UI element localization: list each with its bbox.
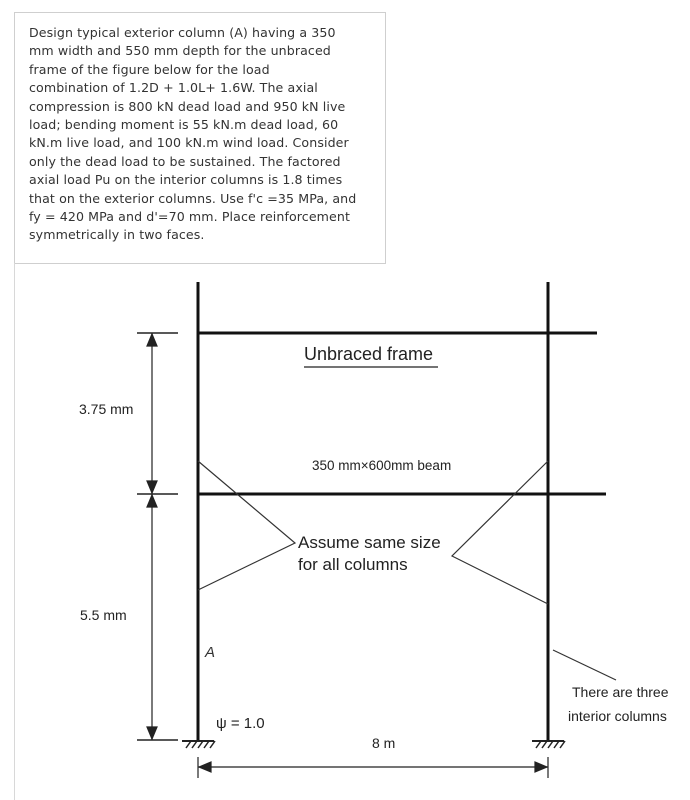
interior-note-line-2: interior columns: [568, 708, 667, 724]
fixed-support-right: [532, 741, 565, 748]
problem-line: fy = 420 MPa and d'=70 mm. Place reinforcement: [29, 209, 351, 225]
problem-line: load; bending moment is 55 kN.m dead load, 60: [29, 117, 339, 133]
arrowhead: [147, 481, 157, 493]
note-line-1: Assume same size: [298, 533, 441, 552]
problem-line: only the dead load to be sustained. The factored: [29, 153, 341, 169]
problem-line: axial load Pu on the interior columns is 1.8 times: [29, 172, 343, 188]
column-a-label: A: [205, 644, 216, 661]
arrowhead: [199, 762, 211, 772]
span-label: 8 m: [372, 735, 396, 751]
vertical-dimension: [137, 333, 178, 740]
problem-line: kN.m live load, and 100 kN.m wind load. Consider: [29, 135, 349, 151]
lower-height-label: 5.5 mm: [80, 607, 127, 623]
problem-line: combination of 1.2D + 1.0L+ 1.6W. The axial: [29, 80, 318, 96]
fixed-support-left: [182, 741, 215, 748]
arrowhead: [147, 334, 157, 346]
problem-line: frame of the figure below for the load: [29, 61, 270, 77]
problem-line: compression is 800 kN dead load and 950 kN live: [29, 98, 346, 114]
span-dimension: [198, 757, 548, 778]
psi-label: ψ = 1.0: [216, 715, 265, 732]
arrowhead: [535, 762, 547, 772]
note-line-2: for all columns: [298, 555, 408, 574]
note-leader-right: [452, 461, 548, 604]
arrowhead: [147, 727, 157, 739]
beam-label: 350 mm×600mm beam: [312, 458, 452, 473]
problem-line: that on the exterior columns. Use f'c =35 MPa, and: [29, 190, 357, 206]
interior-note-line-1: There are three: [572, 684, 669, 700]
frame-title: Unbraced frame: [304, 344, 434, 364]
problem-line: mm width and 550 mm depth for the unbraced: [29, 43, 331, 59]
interior-note-leader: [553, 650, 616, 680]
upper-height-label: 3.75 mm: [79, 401, 134, 417]
arrowhead: [147, 495, 157, 507]
problem-line: symmetrically in two faces.: [29, 227, 205, 243]
note-leader-left: [198, 461, 295, 590]
problem-line: Design typical exterior column (A) having a 350: [29, 25, 336, 40]
